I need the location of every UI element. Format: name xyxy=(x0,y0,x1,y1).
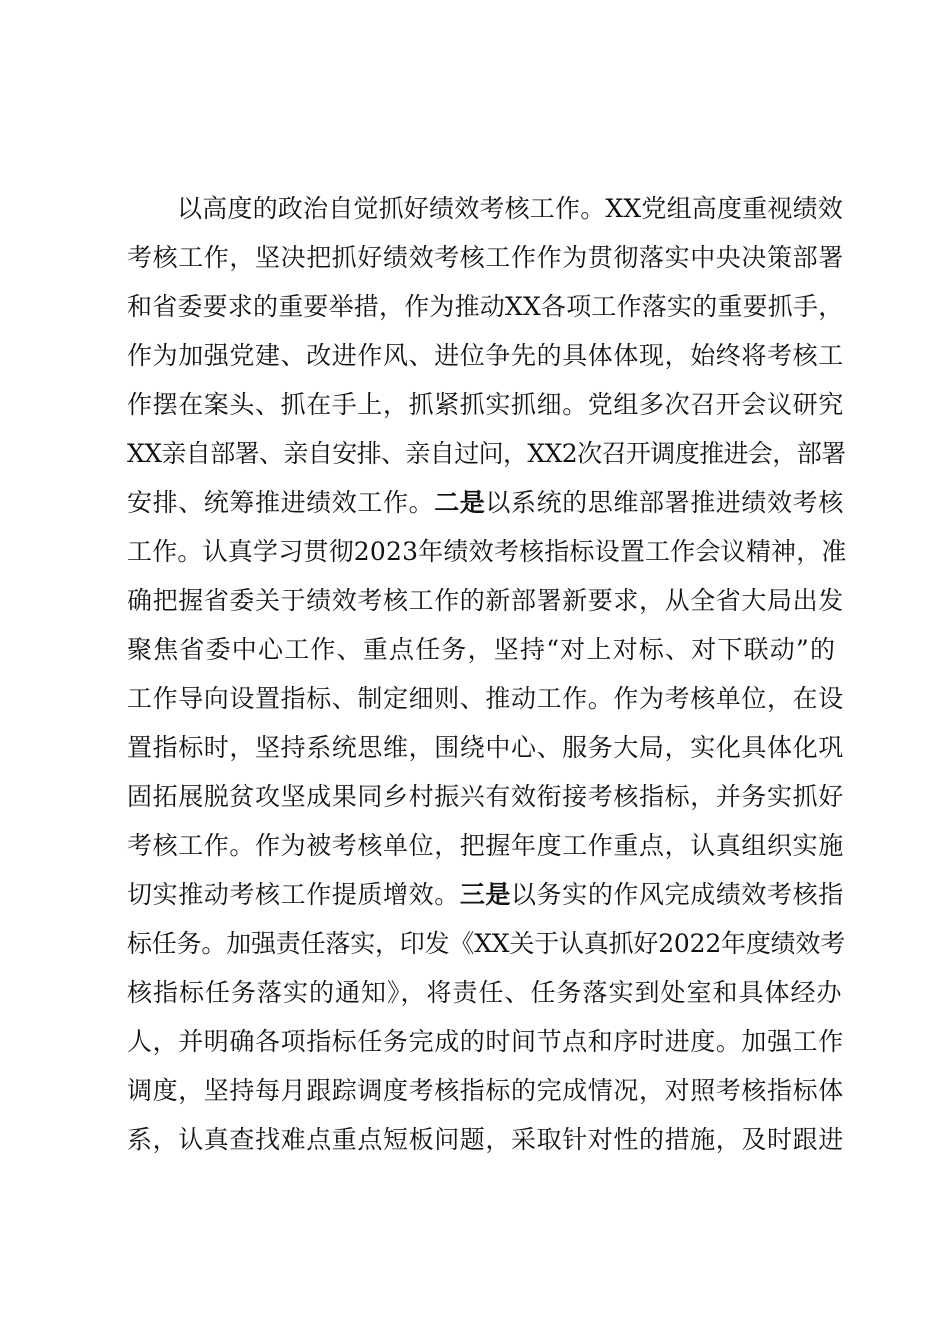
text-segment: 作摆在案头、抓在手上，抓紧抓实抓细。党组多次召开会议研究 xyxy=(127,390,844,419)
text-segment: 固拓展脱贫攻坚成果同乡村振兴有效衔接考核指标，并务实抓好 xyxy=(127,782,844,811)
text-line xyxy=(127,527,847,576)
text-segment: 核指标任务落实的通知》，将责任、任务落实到处室和具体经办 xyxy=(127,978,843,1007)
text-segment: 切实推动考核工作提质增效。 xyxy=(127,880,460,909)
section-marker-two: 二是 xyxy=(434,488,486,517)
text-line xyxy=(127,1066,847,1115)
text-segment: 确把握省委关于绩效考核工作的新部署新要求，从全省大局出发 xyxy=(127,586,844,615)
text-line xyxy=(127,478,847,527)
text-segment: 和省委要求的重要举措，作为推动XX各项工作落实的重要抓手， xyxy=(127,292,844,321)
text-segment: 考核工作，坚决把抓好绩效考核工作作为贯彻落实中央决策部署 xyxy=(127,243,844,272)
text-line xyxy=(127,1115,847,1164)
text-line xyxy=(127,919,847,968)
text-segment: 置指标时，坚持系统思维，围绕中心、服务大局，实化具体化巩 xyxy=(127,733,844,762)
text-segment: 以务实的作风完成绩效考核指 xyxy=(511,880,844,909)
text-line xyxy=(127,723,847,772)
text-line xyxy=(127,576,847,625)
body-paragraph xyxy=(127,184,847,1164)
section-marker-three: 三是 xyxy=(459,880,512,909)
text-line xyxy=(127,772,847,821)
text-segment: 工作。认真学习贯彻2023年绩效考核指标设置工作会议精神，准 xyxy=(127,537,847,566)
text-segment: 安排、统筹推进绩效工作。 xyxy=(127,488,435,517)
text-line xyxy=(127,233,847,282)
text-segment: 考核工作。作为被考核单位，把握年度工作重点，认真组织实施 xyxy=(127,831,844,860)
text-segment: 聚焦省委中心工作、重点任务，坚持“对上对标、对下联动”的 xyxy=(127,635,837,664)
text-segment: 标任务。加强责任落实，印发《XX关于认真抓好2022年度绩效考 xyxy=(127,929,846,958)
text-segment: 人，并明确各项指标任务完成的时间节点和序时进度。加强工作 xyxy=(127,1027,844,1056)
text-line xyxy=(127,331,847,380)
text-line xyxy=(127,1017,847,1066)
text-segment: 以高度的政治自觉抓好绩效考核工作。XX党组高度重视绩效 xyxy=(177,194,843,223)
text-line xyxy=(127,429,847,478)
text-segment: 调度，坚持每月跟踪调度考核指标的完成情况，对照考核指标体 xyxy=(127,1076,844,1105)
text-segment: 工作导向设置指标、制定细则、推动工作。作为考核单位，在设 xyxy=(127,684,844,713)
text-line xyxy=(127,282,847,331)
text-segment: 作为加强党建、改进作风、进位争先的具体体现，始终将考核工 xyxy=(127,341,844,370)
text-line xyxy=(127,674,847,723)
text-line xyxy=(127,625,847,674)
text-line xyxy=(127,821,847,870)
text-line xyxy=(127,380,847,429)
text-segment: 系，认真查找难点重点短板问题，采取针对性的措施，及时跟进 xyxy=(127,1125,844,1154)
text-line xyxy=(127,184,847,233)
text-segment: XX亲自部署、亲自安排、亲自过问，XX2次召开调度推进会，部署 xyxy=(127,439,846,468)
text-line xyxy=(127,870,847,919)
text-line xyxy=(127,968,847,1017)
text-segment: 以系统的思维部署推进绩效考核 xyxy=(485,488,844,517)
